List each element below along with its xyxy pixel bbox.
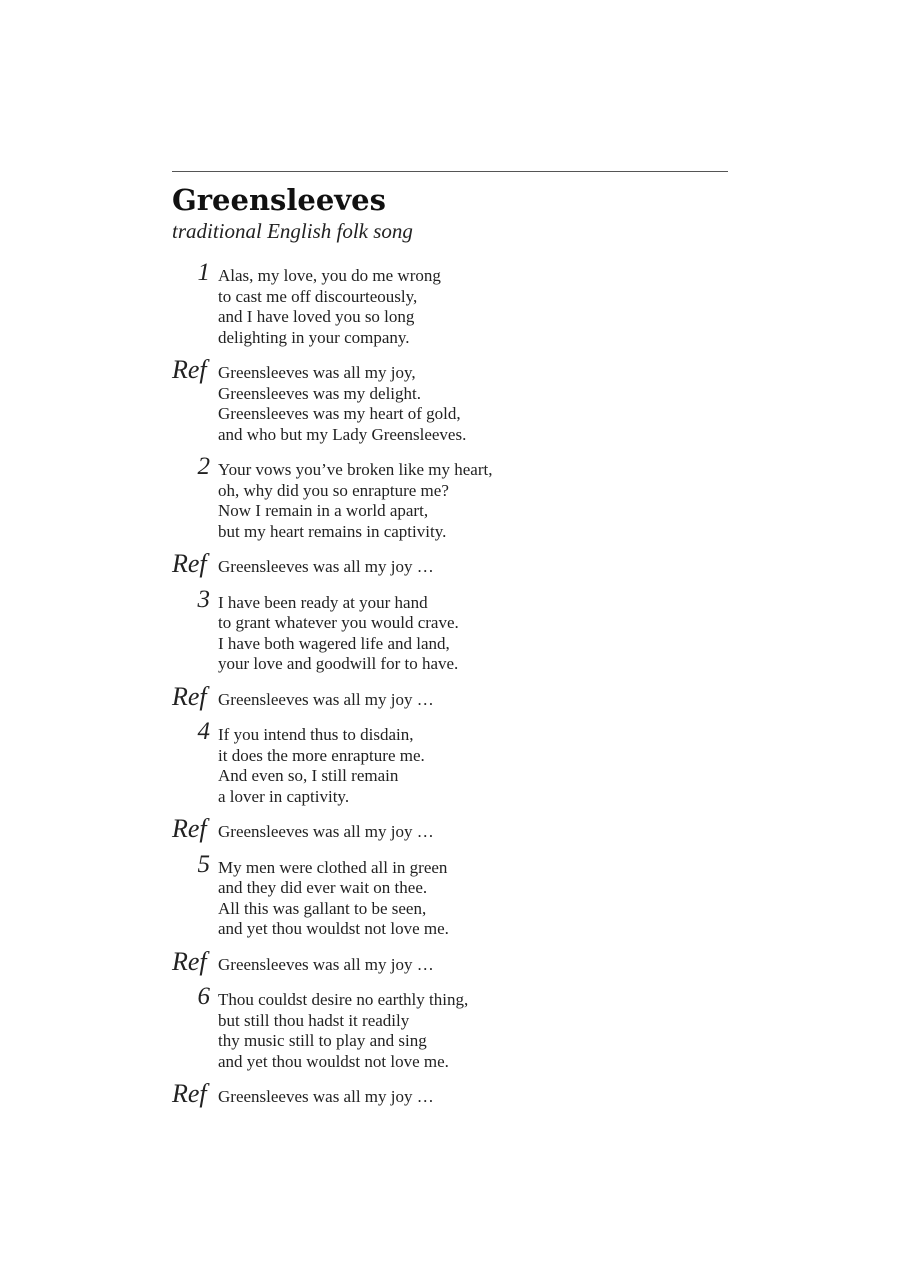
refrain-block	[172, 681, 728, 711]
song-subtitle: traditional English folk song	[172, 219, 413, 243]
song-sheet	[172, 171, 728, 1123]
refrain-block	[172, 549, 728, 578]
lyric-line: but still thou hadst it readily	[218, 1010, 410, 1030]
refrain-marker: Ref	[172, 814, 207, 843]
refrain-block	[172, 946, 728, 976]
verse-number: 3	[197, 585, 210, 613]
lyric-line: delighting in your company.	[218, 327, 410, 347]
lyric-line: If you intend thus to disdain,	[218, 725, 414, 744]
verse-number: 6	[197, 983, 210, 1010]
lyric-line: to grant whatever you would crave.	[218, 613, 459, 632]
lyric-line: And even so, I still remain	[218, 766, 399, 785]
refrain-block	[172, 355, 728, 445]
lyric-line: and yet thou wouldst not love me.	[218, 1051, 449, 1071]
verse-number: 2	[197, 453, 210, 480]
lyric-line: Greensleeves was all my joy …	[218, 1087, 434, 1106]
refrain-marker: Ref	[172, 681, 207, 711]
verse-block	[172, 718, 728, 807]
verse-block	[172, 259, 728, 348]
lyric-line: I have both wagered life and land,	[218, 633, 450, 653]
lyric-line: Greensleeves was all my joy …	[218, 822, 434, 841]
lyric-line: Greensleeves was all my joy …	[218, 954, 434, 974]
lyric-line: Greensleeves was all my joy …	[218, 557, 434, 576]
lyric-line: but my heart remains in captivity.	[218, 521, 447, 541]
lyric-line: My men were clothed all in green	[218, 857, 448, 877]
verse-block	[172, 983, 728, 1072]
lyric-line: it does the more enrapture me.	[218, 745, 425, 765]
lyric-line: and I have loved you so long	[218, 307, 415, 326]
refrain-marker: Ref	[172, 549, 207, 578]
refrain-marker: Ref	[172, 1079, 207, 1108]
lyric-line: Your vows you’ve broken like my heart,	[218, 460, 493, 479]
refrain-marker: Ref	[172, 946, 207, 976]
lyric-line: Greensleeves was my heart of gold,	[218, 404, 461, 423]
lyric-line: I have been ready at your hand	[218, 592, 428, 612]
refrain-block	[172, 1079, 728, 1108]
verse-block	[172, 585, 728, 675]
verse-block	[172, 453, 728, 542]
refrain-marker: Ref	[172, 355, 207, 384]
top-rule	[172, 171, 728, 172]
verse-number: 5	[197, 850, 210, 878]
song-title: Greensleeves	[172, 183, 386, 217]
refrain-block	[172, 814, 728, 843]
verse-number: 4	[197, 718, 210, 745]
lyric-line: oh, why did you so enrapture me?	[218, 480, 449, 500]
lyric-line: Thou couldst desire no earthly thing,	[218, 990, 469, 1009]
lyric-line: Greensleeves was my delight.	[218, 383, 421, 403]
lyric-line: All this was gallant to be seen,	[218, 898, 427, 918]
lyric-line: and they did ever wait on thee.	[218, 878, 428, 897]
lyric-line: a lover in captivity.	[218, 786, 350, 806]
verse-number: 1	[197, 259, 210, 286]
verse-block	[172, 850, 728, 940]
lyric-line: Alas, my love, you do me wrong	[218, 266, 441, 285]
lyric-line: and who but my Lady Greensleeves.	[218, 424, 467, 444]
lyric-line: and yet thou wouldst not love me.	[218, 919, 449, 938]
lyrics	[172, 259, 728, 1108]
lyric-line: thy music still to play and sing	[218, 1031, 427, 1050]
lyric-line: your love and goodwill for to have.	[218, 654, 459, 673]
lyric-line: Greensleeves was all my joy …	[218, 689, 434, 709]
lyric-line: to cast me off discourteously,	[218, 286, 418, 306]
lyric-line: Now I remain in a world apart,	[218, 501, 429, 520]
lyric-line: Greensleeves was all my joy,	[218, 363, 416, 382]
